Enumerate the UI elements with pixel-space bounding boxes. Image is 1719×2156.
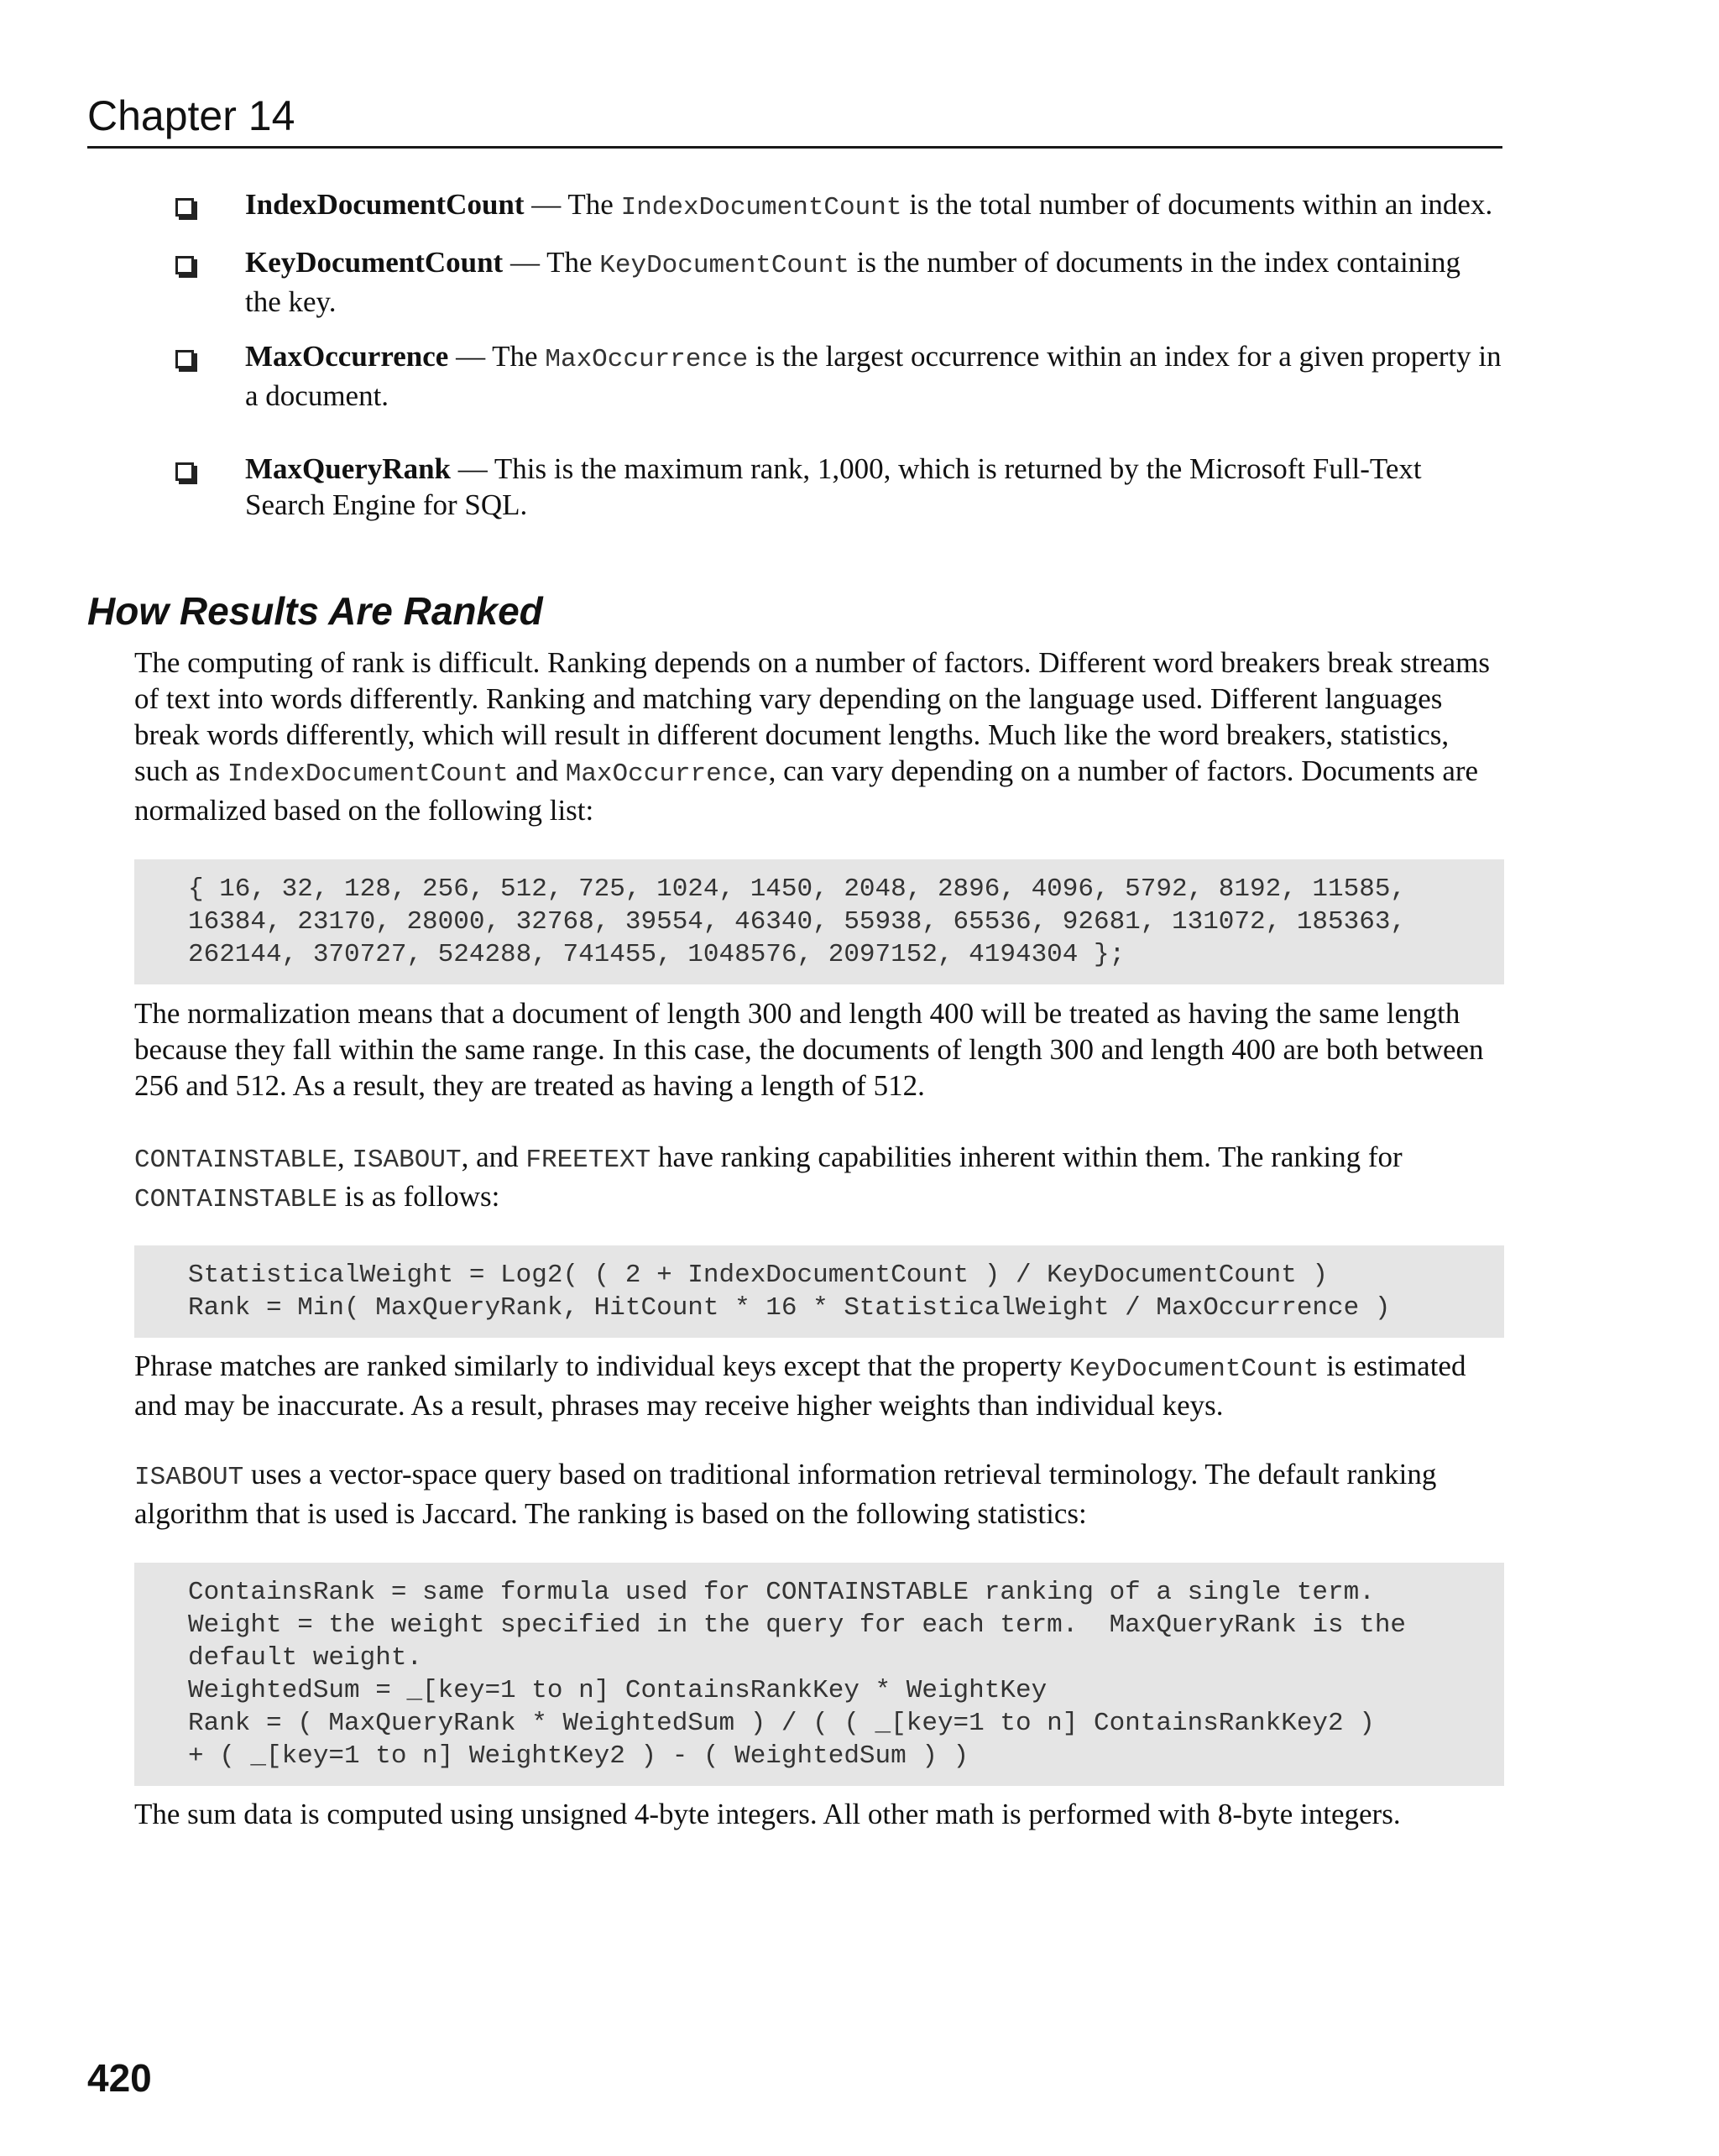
checkbox-bullet-icon — [175, 462, 194, 481]
inline-code: FREETEXT — [525, 1146, 651, 1175]
list-item — [165, 244, 1502, 320]
page-number: 420 — [87, 2056, 152, 2100]
paragraph — [134, 995, 1504, 1104]
code-block: ContainsRank = same formula used for CONTAINSTABLE ranking of a single term. Weight = the weight specified in the query for each term. MaxQueryRank is the default weight. WeightedSum = _[key=1 to n] ContainsRankKey * WeightKey Rank = ( MaxQueryRank * WeightedSum ) / ( ( _[key=1 to n] ContainsRankKey2 ) + ( _[key=1 to n] WeightKey2 ) - ( WeightedSum ) ) — [134, 1563, 1504, 1786]
code-block: { 16, 32, 128, 256, 512, 725, 1024, 1450, 2048, 2896, 4096, 5792, 8192, 11585, 16384, 23170, 28000, 32768, 39554, 46340, 55938, 65536, 92681, 131072, 185363, 262144, 370727, 524288, 741455, 1048576, 2097152, 4194304 }; — [134, 859, 1504, 984]
inline-code: ISABOUT — [352, 1146, 462, 1175]
paragraph-text: The normalization means that a document of length 300 and length 400 will be treated as having the same length because they fall within the same range. In this case, the documents of length 300 and length 400 are both between 256 and 512. As a result, they are treated as having a length of 512. — [134, 997, 1484, 1102]
term: MaxQueryRank — [245, 452, 451, 485]
list-item — [165, 338, 1502, 414]
paragraph — [134, 1456, 1504, 1532]
chapter-title: Chapter 14 — [87, 92, 295, 139]
inline-code: KeyDocumentCount — [599, 251, 849, 280]
term: IndexDocumentCount — [245, 188, 525, 221]
inline-code: IndexDocumentCount — [227, 760, 509, 789]
definition-text: is the number of documents in the index containing the key. — [245, 246, 1460, 318]
section-heading: How Results Are Ranked — [87, 589, 543, 633]
inline-code: CONTAINSTABLE — [134, 1185, 337, 1214]
list-item — [165, 186, 1502, 226]
list-item — [165, 451, 1502, 523]
definition-text: — The — [448, 340, 546, 373]
paragraph-text: , can vary depending on a number of factors. Documents are normalized based on the following list: — [134, 754, 1479, 827]
inline-code: KeyDocumentCount — [1068, 1355, 1319, 1384]
code-block: StatisticalWeight = Log2( ( 2 + IndexDocumentCount ) / KeyDocumentCount ) Rank = Min( MaxQueryRank, HitCount * 16 * StatisticalWeight / MaxOccurrence ) — [134, 1245, 1504, 1338]
paragraph-text: The computing of rank is difficult. Ranking depends on a number of factors. Different word breakers break streams of text into words differently. Ranking and matching vary depending on the language used. Different languages break words differently, which will result in different document lengths. Much like the word breakers, statistics, such as — [134, 646, 1491, 787]
paragraph — [134, 1139, 1504, 1218]
paragraph-text: is estimated and may be inaccurate. As a result, phrases may receive higher weights than individual keys. — [134, 1349, 1466, 1422]
definition-text: — The — [524, 188, 621, 221]
checkbox-bullet-icon — [175, 350, 194, 368]
paragraph-text: is as follows: — [337, 1180, 500, 1213]
paragraph — [134, 645, 1504, 828]
paragraph-text: Phrase matches are ranked similarly to individual keys except that the property — [134, 1349, 1069, 1382]
inline-code: IndexDocumentCount — [620, 193, 902, 222]
paragraph — [134, 1348, 1504, 1423]
definition-text: — This is the maximum rank, 1,000, which is returned by the Microsoft Full-Text Search Engine for SQL. — [245, 452, 1422, 521]
paragraph-text: and — [508, 754, 566, 787]
paragraph-text: , — [337, 1141, 353, 1173]
inline-code: MaxOccurrence — [545, 345, 749, 374]
inline-code: MaxOccurrence — [565, 760, 769, 789]
definition-text: is the largest occurrence within an index for a given property in a document. — [245, 340, 1502, 412]
paragraph-text: , and — [461, 1141, 526, 1173]
inline-code: CONTAINSTABLE — [134, 1146, 337, 1175]
paragraph-text: The sum data is computed using unsigned 4-byte integers. All other math is performed with 8-byte integers. — [134, 1798, 1401, 1830]
definition-list — [165, 186, 1502, 523]
term: KeyDocumentCount — [245, 246, 504, 279]
term: MaxOccurrence — [245, 340, 449, 373]
running-header — [87, 91, 1502, 149]
definition-text: — The — [503, 246, 600, 279]
paragraph-text: have ranking capabilities inherent within them. The ranking for — [651, 1141, 1403, 1173]
checkbox-bullet-icon — [175, 256, 194, 274]
paragraph-text: uses a vector-space query based on traditional information retrieval terminology. The default ranking algorithm that is used is Jaccard. The ranking is based on the following statistics: — [134, 1458, 1437, 1530]
checkbox-bullet-icon — [175, 198, 194, 217]
definition-text: is the total number of documents within an index. — [901, 188, 1493, 221]
inline-code: ISABOUT — [134, 1463, 244, 1492]
paragraph — [134, 1796, 1504, 1832]
